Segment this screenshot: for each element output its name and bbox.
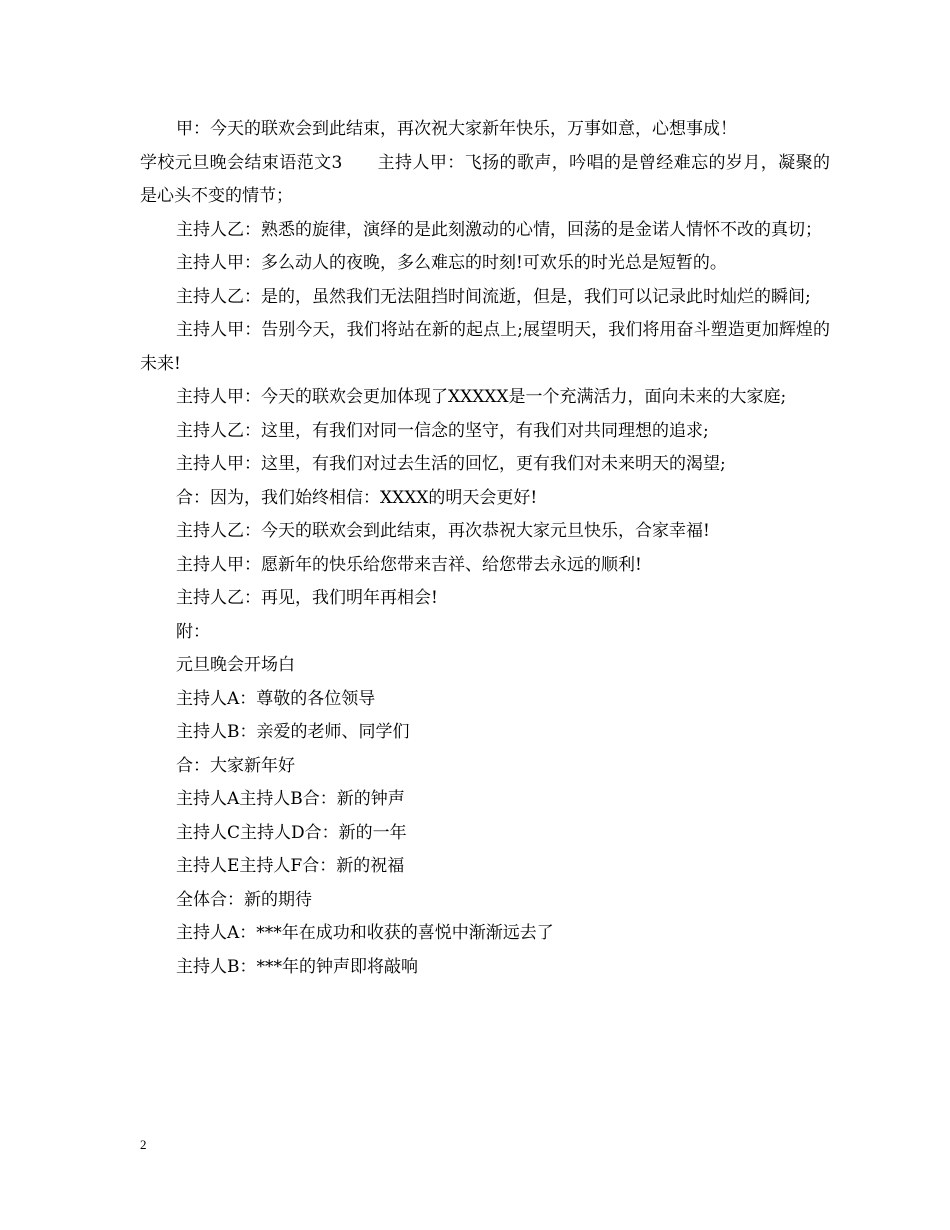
paragraph: 主持人A：尊敬的各位领导 xyxy=(176,688,376,709)
paragraph: 主持人A主持人B合：新的钟声 xyxy=(176,789,405,809)
paragraph: 主持人乙：这里，有我们对同一信念的坚守，有我们对共同理想的追求; xyxy=(176,420,709,441)
paragraph: 学校元旦晚会结束语范文3 主持人甲：飞扬的歌声，吟唱的是曾经难忘的岁月，凝聚的是心头不变的情节； xyxy=(140,152,830,206)
paragraph: 主持人甲：告别今天，我们将站在新的起点上;展望明天，我们将用奋斗塑造更加辉煌的未来! xyxy=(140,320,830,374)
paragraph: 甲：今天的联欢会到此结束，再次祝大家新年快乐，万事如意，心想事成！ xyxy=(176,119,737,139)
paragraph: 主持人C主持人D合：新的一年 xyxy=(176,822,407,843)
paragraph: 主持人甲：这里，有我们对过去生活的回忆，更有我们对未来明天的渴望; xyxy=(176,454,726,474)
paragraph: 主持人甲：多么动人的夜晚，多么难忘的时刻!可欢乐的时光总是短暂的。 xyxy=(176,253,727,273)
paragraph: 附： xyxy=(176,621,210,642)
page-number: 2 xyxy=(140,1137,147,1152)
paragraph: 主持人E主持人F合：新的祝福 xyxy=(176,856,405,876)
paragraph: 合：大家新年好 xyxy=(176,755,295,776)
paragraph: 主持人甲：今天的联欢会更加体现了XXXXX是一个充满活力，面向未来的大家庭; xyxy=(176,387,787,407)
paragraph: 主持人甲：愿新年的快乐给您带来吉祥、给您带去永远的顺利! xyxy=(176,554,642,575)
paragraph: 主持人乙：熟悉的旋律，演绎的是此刻激动的心情，回荡的是金诺人情怀不改的真切； xyxy=(176,219,822,240)
paragraph: 主持人A：***年在成功和收获的喜悦中渐渐远去了 xyxy=(176,923,554,943)
section-heading: 元旦晚会开场白 xyxy=(176,655,295,675)
paragraph: 全体合：新的期待 xyxy=(176,889,312,910)
paragraph: 主持人乙：再见，我们明年再相会! xyxy=(176,588,438,608)
paragraph: 主持人乙：今天的联欢会到此结束，再次恭祝大家元旦快乐，合家幸福! xyxy=(176,521,710,541)
paragraph: 合：因为，我们始终相信：XXXX的明天会更好! xyxy=(176,487,538,508)
paragraph: 主持人B：亲爱的老师、同学们 xyxy=(176,722,410,742)
paragraph: 主持人B：***年的钟声即将敲响 xyxy=(176,956,418,977)
body-text xyxy=(140,113,830,984)
paragraph: 主持人乙：是的，虽然我们无法阻挡时间流逝，但是，我们可以记录此时灿烂的瞬间; xyxy=(176,286,811,307)
